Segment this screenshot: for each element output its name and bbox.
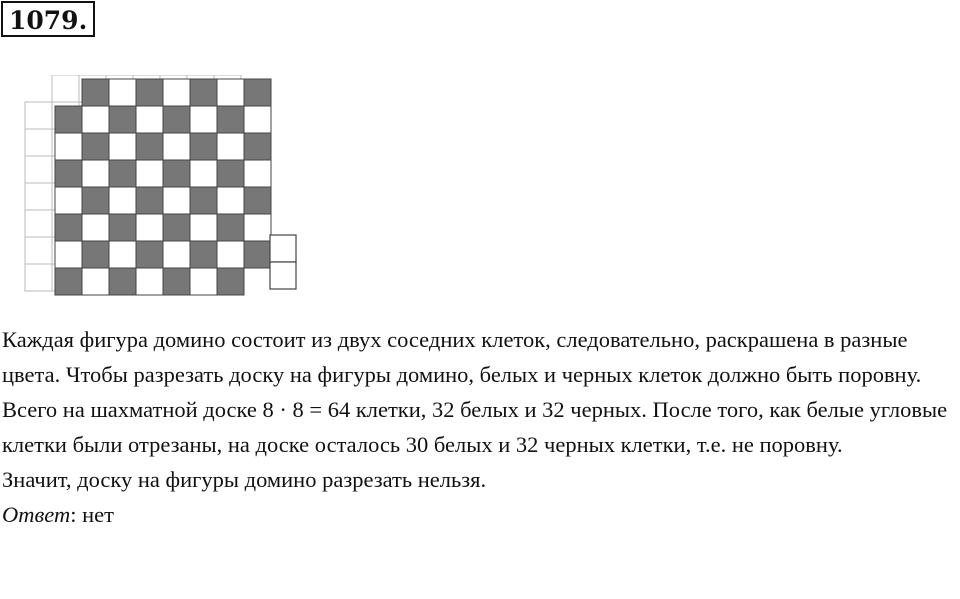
light-cell xyxy=(55,187,82,214)
light-cell xyxy=(82,214,109,241)
answer-label: Ответ xyxy=(2,502,71,527)
shadow-cell xyxy=(25,264,52,291)
light-cell xyxy=(109,241,136,268)
dark-cell xyxy=(244,241,271,268)
light-cell xyxy=(163,133,190,160)
light-cell xyxy=(109,133,136,160)
chessboard xyxy=(55,79,271,295)
light-cell xyxy=(136,160,163,187)
paragraph-cell-count: Всего на шахматной доске 8 · 8 = 64 клетки, 32 белых и 32 черных. После того, как белые угловые клетки были отрезаны, на доске осталось 30 белых и 32 черных клетки, т.е. не поровну. xyxy=(2,397,948,457)
light-cell xyxy=(190,160,217,187)
dark-cell xyxy=(190,133,217,160)
light-cell xyxy=(244,214,271,241)
shadow-cell xyxy=(52,75,79,102)
dark-cell xyxy=(109,160,136,187)
dark-cell xyxy=(163,214,190,241)
domino-cell-top xyxy=(270,235,296,262)
shadow-cell xyxy=(25,210,52,237)
shadow-cell xyxy=(25,183,52,210)
light-cell xyxy=(55,241,82,268)
light-cell xyxy=(136,268,163,295)
light-cell xyxy=(190,214,217,241)
dark-cell xyxy=(136,133,163,160)
light-cell xyxy=(82,106,109,133)
light-cell xyxy=(163,79,190,106)
dark-cell xyxy=(190,187,217,214)
dark-cell xyxy=(55,160,82,187)
light-cell xyxy=(244,106,271,133)
solution-text xyxy=(2,322,957,532)
paragraph-conclusion: Значит, доску на фигуры домино разрезать нельзя. xyxy=(2,467,487,492)
dark-cell xyxy=(217,160,244,187)
chessboard-figure xyxy=(20,75,310,315)
dark-cell xyxy=(136,187,163,214)
dark-cell xyxy=(190,79,217,106)
dark-cell xyxy=(55,214,82,241)
light-cell xyxy=(82,160,109,187)
dark-cell xyxy=(217,268,244,295)
domino-cell-bottom xyxy=(270,262,296,289)
light-cell xyxy=(217,187,244,214)
dark-cell xyxy=(217,106,244,133)
dark-cell xyxy=(163,268,190,295)
dark-cell xyxy=(109,214,136,241)
dark-cell xyxy=(136,241,163,268)
dark-cell xyxy=(82,241,109,268)
dark-cell xyxy=(82,187,109,214)
light-cell xyxy=(55,133,82,160)
domino-piece xyxy=(270,235,296,289)
dark-cell xyxy=(82,79,109,106)
dark-cell xyxy=(82,133,109,160)
light-cell xyxy=(190,106,217,133)
light-cell xyxy=(136,214,163,241)
light-cell xyxy=(217,133,244,160)
dark-cell xyxy=(55,106,82,133)
dark-cell xyxy=(244,187,271,214)
light-cell xyxy=(82,268,109,295)
light-cell xyxy=(109,79,136,106)
answer-value: : нет xyxy=(70,502,114,527)
light-cell xyxy=(190,268,217,295)
light-cell xyxy=(217,241,244,268)
dark-cell xyxy=(190,241,217,268)
paragraph-domino-colors: Каждая фигура домино состоит из двух соседних клеток, следовательно, раскрашена в разные цвета. Чтобы разрезать доску на фигуры домино, белых и черных клеток должно быть поровну. xyxy=(2,327,922,387)
light-cell xyxy=(109,187,136,214)
dark-cell xyxy=(163,160,190,187)
dark-cell xyxy=(163,106,190,133)
dark-cell xyxy=(244,79,271,106)
dark-cell xyxy=(55,268,82,295)
answer-line xyxy=(2,497,957,532)
light-cell xyxy=(244,160,271,187)
light-cell xyxy=(217,79,244,106)
shadow-cell xyxy=(25,102,52,129)
shadow-cell xyxy=(25,156,52,183)
light-cell xyxy=(163,187,190,214)
light-cell xyxy=(163,241,190,268)
dark-cell xyxy=(109,106,136,133)
dark-cell xyxy=(244,133,271,160)
shadow-cell xyxy=(25,237,52,264)
dark-cell xyxy=(136,79,163,106)
shadow-cell xyxy=(25,129,52,156)
problem-number: 1079. xyxy=(1,1,95,37)
light-cell xyxy=(136,106,163,133)
dark-cell xyxy=(109,268,136,295)
figure xyxy=(20,75,310,315)
dark-cell xyxy=(217,214,244,241)
